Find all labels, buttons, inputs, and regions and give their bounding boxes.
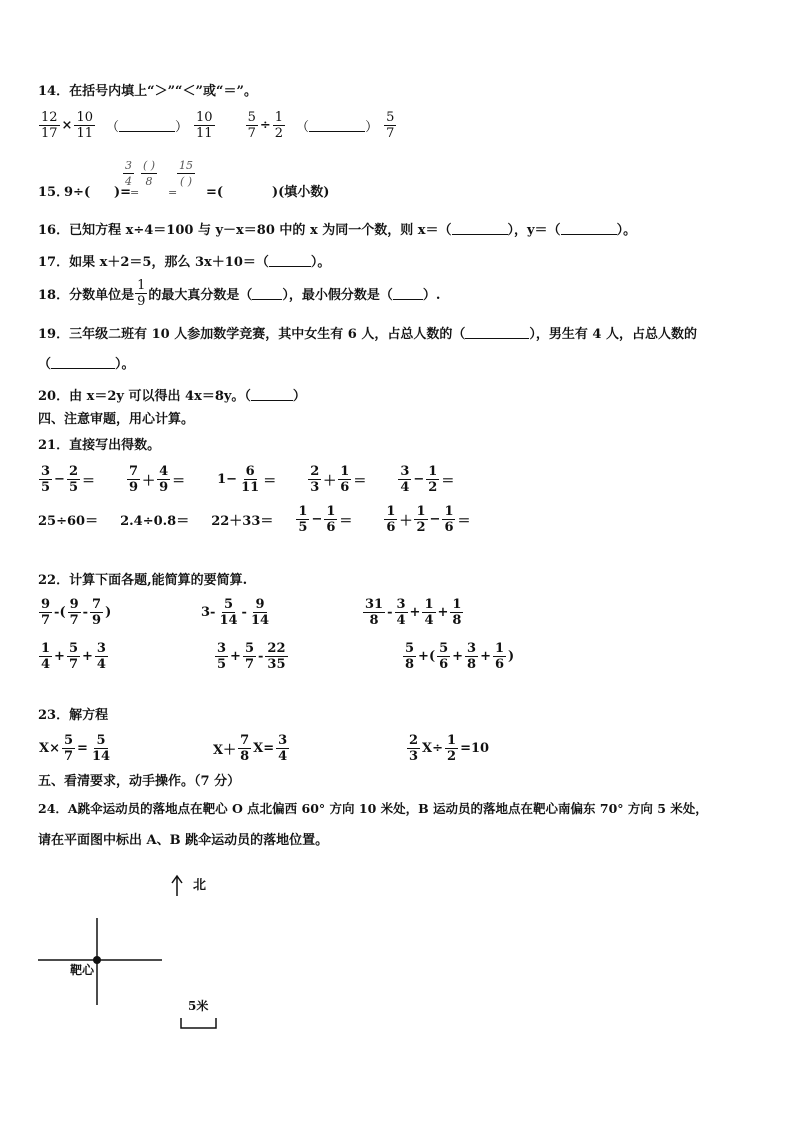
numerator: 3 <box>278 733 288 748</box>
denominator: 2 <box>428 480 438 495</box>
numerator: 9 <box>41 597 51 612</box>
operator: - <box>82 605 89 620</box>
q23-title: 23．解方程 <box>38 708 109 723</box>
fraction <box>363 597 385 628</box>
q22-expr-3 <box>362 597 464 628</box>
fraction <box>384 504 397 535</box>
denominator: 2 <box>447 749 457 764</box>
fraction <box>68 597 81 628</box>
fraction <box>450 597 463 628</box>
operator: − <box>429 512 441 527</box>
numerator: 9 <box>255 597 265 612</box>
numerator: 1 <box>424 597 434 612</box>
equals-sign[interactable]: ＝ <box>353 474 367 489</box>
q15-num: 15． <box>38 185 70 200</box>
denominator: 8 <box>452 613 462 628</box>
q21-expression <box>38 464 96 495</box>
denominator: 4 <box>96 657 106 672</box>
denominator: 8 <box>405 657 415 672</box>
numerator: 7 <box>129 464 139 479</box>
q21-expression[interactable]: 2.4÷0.8＝ <box>120 514 190 529</box>
operator: + <box>437 605 449 620</box>
fraction <box>465 641 478 672</box>
numerator: 3 <box>467 641 477 656</box>
fraction <box>426 464 439 495</box>
operator: +( <box>418 649 436 664</box>
denominator: 6 <box>326 520 336 535</box>
answer-blank[interactable] <box>269 254 311 267</box>
numerator: 31 <box>365 597 384 612</box>
q21-expression <box>216 464 277 495</box>
operator: + <box>480 649 491 664</box>
equals-sign[interactable]: ＝ <box>172 474 186 489</box>
fraction <box>324 504 337 535</box>
numerator: 2 <box>409 733 419 748</box>
fraction <box>493 641 506 672</box>
fraction <box>398 464 411 495</box>
denominator: 35 <box>267 657 286 672</box>
fraction: $\frac{1}{9}$ <box>137 278 146 309</box>
numerator: 5 <box>96 733 106 748</box>
answer-blank[interactable] <box>452 222 508 235</box>
fraction: $\frac{10}{11}$ <box>196 110 213 141</box>
numerator: 1 <box>416 504 426 519</box>
fraction: $\frac{5}{7}$ <box>386 110 395 141</box>
fraction <box>442 504 455 535</box>
q20: 20．由 x＝2y 可以得出 4x＝8y。（ ） <box>38 389 306 404</box>
q19-line1: 19．三年级二班有 10 人参加数学竞赛，其中女生有 6 人，占总人数的（ ），男生有 4 人，占总人数的 <box>38 327 697 342</box>
q24-line1: 24．A跳伞运动员的落地点在靶心 O 点北偏西 60° 方向 10 米处，B 运动员的落地点在靶心南偏东 70° 方向 5 米处， <box>38 801 708 816</box>
denominator: 14 <box>219 613 238 628</box>
fraction: $\frac{10}{11}$ <box>76 110 93 141</box>
denominator: 7 <box>244 657 254 672</box>
operator: − <box>413 472 425 487</box>
numerator: 1 <box>452 597 462 612</box>
denominator: 5 <box>217 657 227 672</box>
q15-fraction-1: $\frac{3}{4}$ <box>125 159 132 188</box>
operator: - <box>241 605 247 620</box>
q24-line2: 请在平面图中标出 A、B 跳伞运动员的落地位置。 <box>38 833 329 848</box>
operator: - <box>258 649 264 664</box>
fraction <box>215 641 228 672</box>
q15-lead: 9÷( <box>64 185 91 200</box>
q21-expression[interactable]: 22＋33＝ <box>211 514 274 529</box>
fraction <box>217 597 239 628</box>
numerator: 5 <box>68 641 78 656</box>
q21-expression[interactable]: 25÷60＝ <box>38 514 99 529</box>
operator: 1− <box>217 472 238 487</box>
numerator: 7 <box>92 597 102 612</box>
numerator: 1 <box>444 504 454 519</box>
operator: ＋ <box>142 474 156 489</box>
operator: ) <box>105 605 112 620</box>
numerator: 2 <box>310 464 320 479</box>
operator: X= <box>253 741 275 756</box>
north-label: 北 <box>193 878 207 893</box>
q18: 18．分数单位是 $\frac{1}{9}$ 的最大真分数是（ ），最小假分数是（ ）. <box>38 278 441 309</box>
denominator: 8 <box>369 613 379 628</box>
denominator: 6 <box>444 520 454 535</box>
q21-expression <box>307 464 367 495</box>
answer-blank[interactable] <box>561 222 617 235</box>
fraction: $\frac{1}{2}$ <box>274 110 284 141</box>
fraction <box>90 733 112 764</box>
equals-sign[interactable]: ＝ <box>339 514 353 529</box>
denominator: 5 <box>68 480 78 495</box>
fraction <box>39 641 52 672</box>
section-5-heading: 五、看清要求，动手操作。（7 分） <box>38 774 241 789</box>
target-center-point <box>93 956 101 964</box>
q21-expression <box>383 504 471 535</box>
denominator: 7 <box>41 613 51 628</box>
q22-expr-6 <box>402 641 515 672</box>
q14-row: $\frac{12}{17}$ × $\frac{10}{11}$ （ ） $\frac{10}{11}$ $\frac{5}{7}$ ÷ $\frac{1}{2}$ （ ） $\frac{5}{7}$ <box>41 110 395 141</box>
fraction <box>249 597 271 628</box>
numerator: 1 <box>386 504 396 519</box>
answer-blank[interactable] <box>465 326 529 339</box>
denominator: 2 <box>416 520 426 535</box>
fraction <box>407 733 420 764</box>
fraction <box>265 641 287 672</box>
operator: - <box>387 605 393 620</box>
q21-row2 <box>38 504 472 535</box>
operator: − <box>54 472 65 487</box>
operator: + <box>230 649 241 664</box>
denominator: 7 <box>69 613 79 628</box>
q19-line2: （ ）。 <box>38 357 135 372</box>
denominator: 3 <box>409 749 419 764</box>
q22-expr-1 <box>38 597 112 628</box>
q22-title: 22．计算下面各题,能简算的要简算. <box>38 573 248 588</box>
q21-expression <box>295 504 353 535</box>
fraction <box>414 504 427 535</box>
q21-row1 <box>38 464 455 495</box>
denominator: 6 <box>439 657 449 672</box>
fraction <box>243 641 256 672</box>
fraction <box>437 641 450 672</box>
answer-blank[interactable] <box>119 119 175 132</box>
operator: + <box>54 649 65 664</box>
answer-blank[interactable] <box>51 356 115 369</box>
numerator: 1 <box>495 641 505 656</box>
denominator: 4 <box>396 613 406 628</box>
numerator: 22 <box>267 641 286 656</box>
fraction <box>67 464 80 495</box>
denominator: 6 <box>340 480 350 495</box>
fraction <box>95 641 108 672</box>
operator: =10 <box>460 741 490 756</box>
numerator: 1 <box>41 641 51 656</box>
numerator: 7 <box>240 733 250 748</box>
operator: ) <box>508 649 515 664</box>
denominator: 8 <box>467 657 477 672</box>
answer-blank[interactable] <box>252 287 282 300</box>
numerator: 1 <box>340 464 350 479</box>
section-4-heading: 四、注意审题，用心计算。 <box>38 412 195 427</box>
equals-sign[interactable]: ＝ <box>263 474 277 489</box>
numerator: 9 <box>69 597 79 612</box>
equals-sign[interactable]: ＝ <box>457 514 471 529</box>
numerator: 1 <box>326 504 336 519</box>
operator: + <box>452 649 464 664</box>
fraction <box>403 641 416 672</box>
numerator: 4 <box>159 464 169 479</box>
operator: = <box>77 741 88 756</box>
numerator: 5 <box>63 733 74 748</box>
fraction <box>308 464 321 495</box>
denominator: 4 <box>278 749 288 764</box>
numerator: 5 <box>405 641 415 656</box>
fraction <box>67 641 80 672</box>
fraction <box>90 597 103 628</box>
fraction: $\frac{5}{7}$ <box>247 110 256 141</box>
operator: ＋ <box>399 514 413 529</box>
q15-fraction-3: $\frac{15}{( )}$ <box>179 159 193 188</box>
q15-mid: )= <box>114 185 132 200</box>
q21-expression <box>126 464 186 495</box>
denominator: 9 <box>92 613 102 628</box>
denominator: 14 <box>250 613 270 628</box>
center-label: 靶心 <box>70 963 95 977</box>
numerator: 5 <box>223 597 234 612</box>
numerator: 3 <box>96 641 106 656</box>
q23-eq-3 <box>406 733 490 764</box>
fraction <box>39 464 52 495</box>
numerator: 3 <box>41 464 51 479</box>
answer-blank[interactable] <box>251 388 293 401</box>
numerator: 6 <box>245 464 255 479</box>
denominator: 5 <box>298 520 308 535</box>
fraction <box>296 504 309 535</box>
fraction <box>445 733 458 764</box>
q14-title: 14．在括号内填上“＞”“＜”或“＝”。 <box>38 84 257 99</box>
numerator: 5 <box>439 641 449 656</box>
denominator: 3 <box>310 480 320 495</box>
answer-blank[interactable] <box>393 287 423 300</box>
fraction <box>338 464 351 495</box>
fraction <box>127 464 140 495</box>
q22-expr-4 <box>38 641 109 672</box>
numerator: 3 <box>400 464 410 479</box>
fraction <box>39 597 52 628</box>
fraction <box>395 597 408 628</box>
denominator: 11 <box>241 480 260 495</box>
q16: 16．已知方程 x÷4＝100 与 y－x＝80 中的 x 为同一个数，则 x＝（ ），y＝（ ）。 <box>38 223 637 238</box>
denominator: 7 <box>63 749 74 764</box>
operator: + <box>409 605 421 620</box>
denominator: 5 <box>41 480 51 495</box>
operator: X÷ <box>422 741 444 756</box>
q15-fraction-2: $\frac{( )}{8}$ <box>143 159 156 188</box>
operator: ＋ <box>323 474 337 489</box>
equals-sign[interactable]: ＝ <box>441 474 455 489</box>
numerator: 1 <box>298 504 308 519</box>
fraction <box>157 464 170 495</box>
numerator: 1 <box>447 733 457 748</box>
q21-expression <box>397 464 455 495</box>
q23-eq-1 <box>38 733 113 764</box>
q23-eq-2 <box>212 733 290 764</box>
fraction <box>276 733 289 764</box>
denominator: 9 <box>159 480 169 495</box>
operator: 3- <box>201 605 216 620</box>
denominator: 6 <box>495 657 505 672</box>
fraction <box>422 597 435 628</box>
equals-sign[interactable]: ＝ <box>82 474 96 489</box>
operator: X× <box>39 741 60 756</box>
q17: 17．如果 x＋2＝5，那么 3x＋10＝（ ）。 <box>38 255 331 270</box>
operator: − <box>311 512 323 527</box>
fraction <box>62 733 75 764</box>
fraction <box>238 733 251 764</box>
scale-bar <box>181 1018 216 1028</box>
scale-label: 5米 <box>188 999 209 1013</box>
denominator: 4 <box>424 613 434 628</box>
operator: + <box>82 649 93 664</box>
denominator: 8 <box>240 749 250 764</box>
fraction: $\frac{12}{17}$ <box>41 110 58 141</box>
denominator: 6 <box>386 520 396 535</box>
denominator: 7 <box>68 657 78 672</box>
operator: X＋ <box>213 743 237 758</box>
q22-expr-5 <box>214 641 289 672</box>
numerator: 3 <box>217 641 227 656</box>
denominator: 4 <box>400 480 410 495</box>
denominator: 9 <box>129 480 139 495</box>
numerator: 3 <box>396 597 406 612</box>
fraction <box>239 464 261 495</box>
answer-blank[interactable] <box>309 119 365 132</box>
denominator: 14 <box>91 749 111 764</box>
numerator: 2 <box>68 464 78 479</box>
numerator: 1 <box>428 464 438 479</box>
operator: -( <box>54 605 66 620</box>
q22-expr-2 <box>200 597 272 628</box>
target-diagram[interactable] <box>30 868 250 1038</box>
q21-title: 21．直接写出得数。 <box>38 438 161 453</box>
numerator: 5 <box>244 641 254 656</box>
denominator: 4 <box>41 657 51 672</box>
